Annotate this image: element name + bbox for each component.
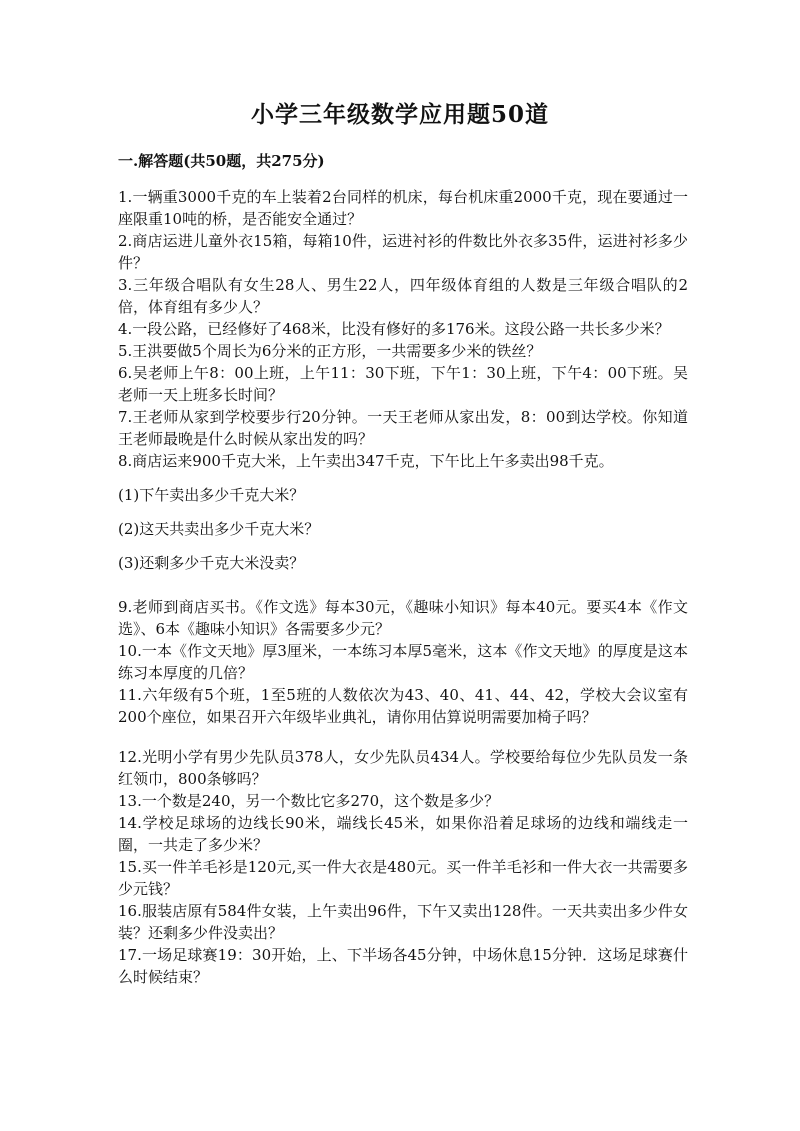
sub-question-8-1: (1)下午卖出多少千克大米？: [118, 486, 305, 504]
page-title: 小学三年级数学应用题50道: [250, 101, 549, 128]
question-6: 6.吴老师上午8：00上班，上午11：30下班，下午1：30上班，下午4：00下班。吴老师一天上班多长时间？: [118, 364, 688, 404]
question-8: 8.商店运来900千克大米，上午卖出347千克，下午比上午多卖出98千克。: [118, 452, 614, 470]
question-5: 5.王洪要做5个周长为6分米的正方形，一共需要多少米的铁丝？: [118, 342, 542, 360]
sub-question-8-2: (2)这天共卖出多少千克大米？: [118, 520, 320, 538]
question-10: 10.一本《作文天地》厚3厘米，一本练习本厚5毫米，这本《作文天地》的厚度是这本练习本厚度的几倍？: [118, 642, 688, 682]
question-14: 14.学校足球场的边线长90米，端线长45米，如果你沿着足球场的边线和端线走一圈，一共走了多少米？: [118, 814, 688, 854]
question-11: 11.六年级有5个班，1至5班的人数依次为43、40、41、44、42，学校大会议室有200个座位，如果召开六年级毕业典礼，请你用估算说明需要加椅子吗？: [118, 686, 688, 726]
question-15: 15.买一件羊毛衫是120元,买一件大衣是480元。买一件羊毛衫和一件大衣一共需要多少元钱？: [118, 858, 688, 898]
question-12: 12.光明小学有男少先队员378人，女少先队员434人。学校要给每位少先队员发一条红领巾，800条够吗？: [118, 748, 688, 788]
section-heading: 一.解答题(共50题，共275分): [118, 152, 325, 170]
question-1: 1.一辆重3000千克的车上装着2台同样的机床，每台机床重2000千克，现在要通过一座限重10吨的桥，是否能安全通过？: [118, 188, 688, 228]
question-16: 16.服装店原有584件女装，上午卖出96件，下午又卖出128件。一天共卖出多少件女装？还剩多少件没卖出？: [118, 902, 688, 942]
question-13: 13.一个数是240，另一个数比它多270，这个数是多少？: [118, 792, 500, 810]
question-list: [118, 186, 688, 988]
question-7: 7.王老师从家到学校要步行20分钟。一天王老师从家出发，8：00到达学校。你知道王老师最晚是什么时候从家出发的吗？: [118, 408, 688, 448]
question-17: 17.一场足球赛19：30开始，上、下半场各45分钟，中场休息15分钟．这场足球赛什么时候结束？: [118, 946, 688, 986]
question-4: 4.一段公路，已经修好了468米，比没有修好的多176米。这段公路一共长多少米？: [118, 320, 670, 338]
question-3: 3.三年级合唱队有女生28人、男生22人，四年级体育组的人数是三年级合唱队的2倍，体育组有多少人？: [118, 276, 688, 316]
sub-question-8-3: (3)还剩多少千克大米没卖？: [118, 554, 305, 572]
question-9: 9.老师到商店买书。《作文选》每本30元，《趣味小知识》每本40元。要买4本《作文选》、6本《趣味小知识》各需要多少元？: [118, 598, 688, 638]
question-2: 2.商店运进儿童外衣15箱，每箱10件，运进衬衫的件数比外衣多35件，运进衬衫多少件？: [118, 232, 688, 272]
